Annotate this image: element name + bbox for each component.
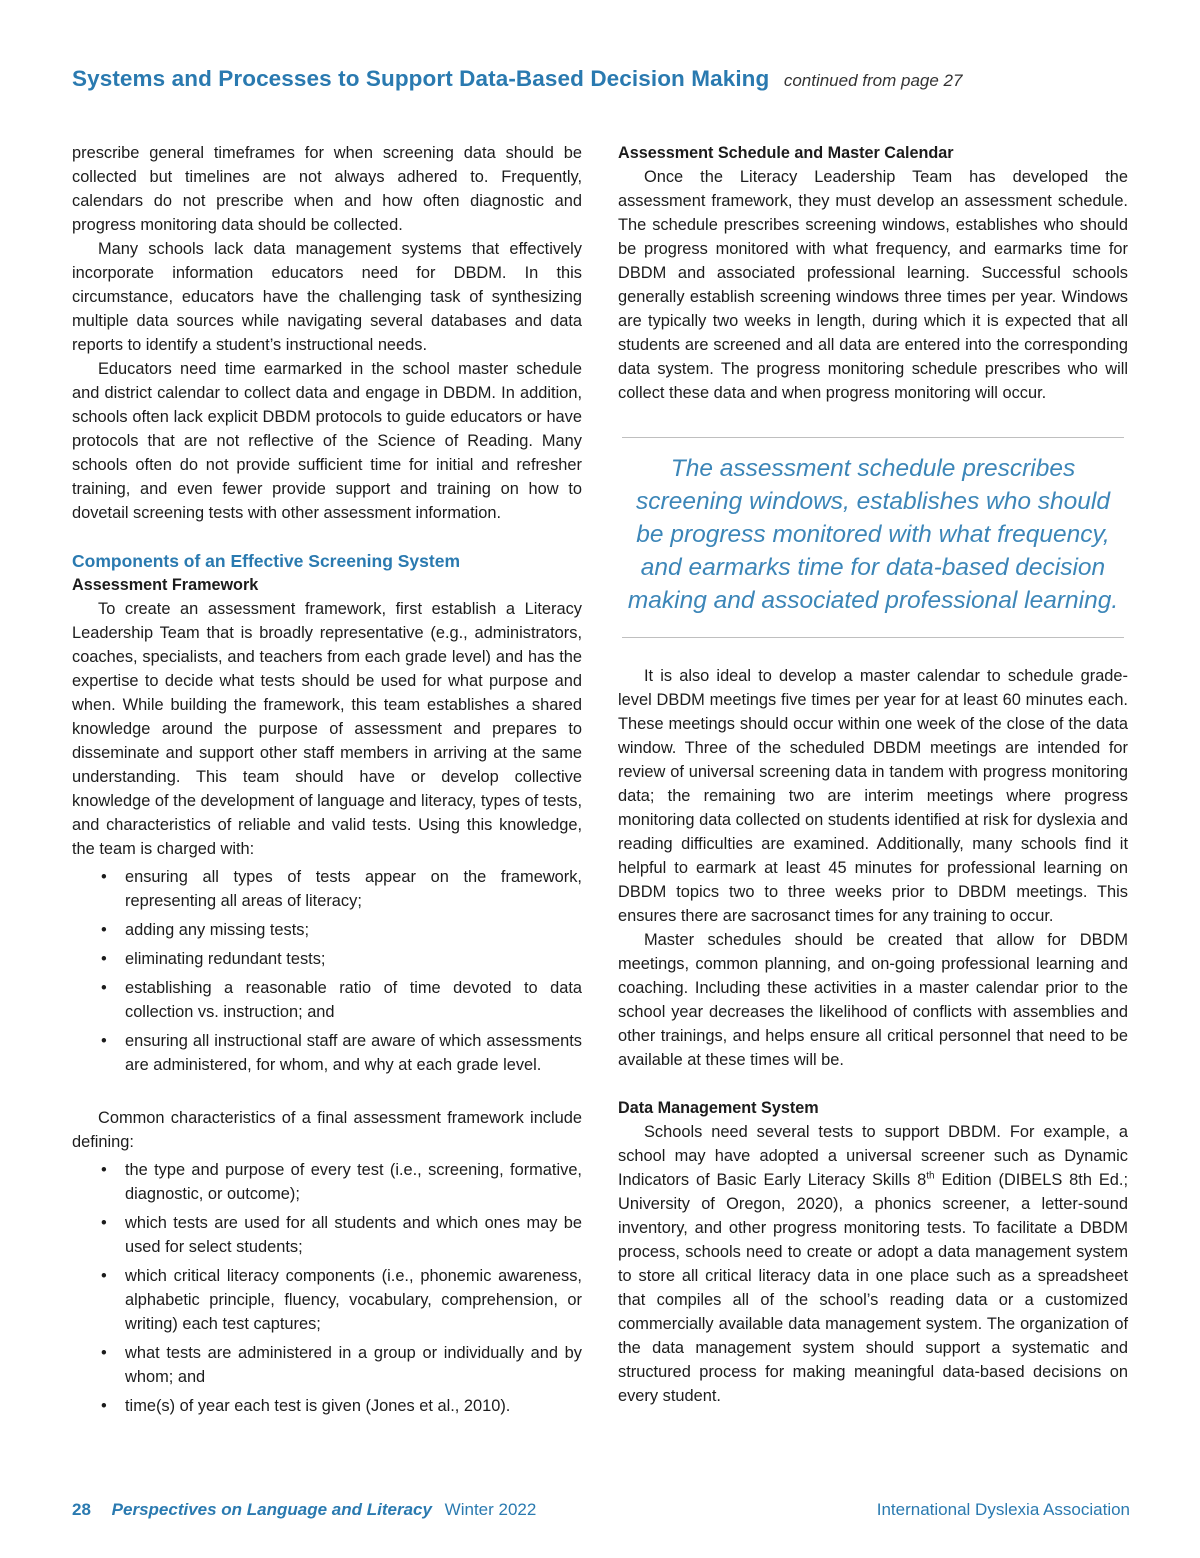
page-header <box>72 66 1132 92</box>
bullet-icon: • <box>101 979 107 997</box>
organization-name: International Dyslexia Association <box>876 1500 1130 1519</box>
list-item: • establishing a reasonable ratio of time devoted to data collection vs. instruction; and <box>72 976 582 1024</box>
page-footer <box>72 1500 1130 1520</box>
bullet-icon: • <box>101 1344 107 1362</box>
sub-heading: Assessment Schedule and Master Calendar <box>618 144 954 162</box>
issue-date: Winter 2022 <box>444 1500 537 1519</box>
list-item: • eliminating redundant tests; <box>72 947 582 971</box>
bullet-icon: • <box>101 868 107 886</box>
pull-quote-text: The assessment schedule prescribes screening windows, establishes who should be progress monitored with what frequency, and earmarks time for data-based decision making and associated professional learning. <box>627 455 1119 614</box>
list-item: • which critical literacy components (i.e., phonemic awareness, alphabetic principle, fluency, vocabulary, comprehension, or writing) each test captures; <box>72 1264 582 1336</box>
bullet-icon: • <box>101 1161 107 1179</box>
list-item: • what tests are administered in a group or individually and by whom; and <box>72 1341 582 1389</box>
sub-heading: Data Management System <box>618 1099 819 1117</box>
paragraph: prescribe general timeframes for when screening data should be collected but timelines are not always adhered to. Frequently, calendars do not prescribe when and how often diagnostic and progress monitoring data should be collected. <box>72 144 582 234</box>
list-item: • adding any missing tests; <box>72 918 582 942</box>
section-heading: Components of an Effective Screening System <box>72 551 461 571</box>
pull-quote <box>622 437 1124 638</box>
bullet-icon: • <box>101 1267 107 1285</box>
list-item: • ensuring all types of tests appear on the framework, representing all areas of literacy; <box>72 865 582 913</box>
paragraph: Once the Literacy Leadership Team has developed the assessment framework, they must develop an assessment schedule. The schedule prescribes screening windows, establishes who should be progress monitored with what frequency, and earmarks time for DBDM and associated professional learning. Successful schools generally establish screening windows three times per year. Windows are typically two weeks in length, during which it is expected that all students are screened and all data are entered into the corresponding data system. The progress monitoring schedule prescribes who will collect these data and when progress monitoring will occur. <box>618 168 1128 402</box>
bullet-icon: • <box>101 1032 107 1050</box>
bullet-icon: • <box>101 1397 107 1415</box>
right-column <box>618 141 1128 1408</box>
left-column <box>72 141 582 1423</box>
publication-name: Perspectives on Language and Literacy <box>111 1500 432 1519</box>
page-number: 28 <box>72 1500 91 1519</box>
bullet-list <box>72 865 582 1077</box>
paragraph: Educators need time earmarked in the school master schedule and district calendar to collect data and engage in DBDM. In addition, schools often lack explicit DBDM protocols to guide educators or have protocols that are not reflective of the Science of Reading. Many schools often do not provide sufficient time for initial and refresher training, and even fewer provide support and training on how to dovetail screening tests with other assessment information. <box>72 360 582 522</box>
paragraph: Master schedules should be created that allow for DBDM meetings, common planning, and on-going professional learning and coaching. Including these activities in a master calendar prior to the school year decreases the likelihood of conflicts with assemblies and other trainings, and helps ensure all critical personnel that need to be available at these times will be. <box>618 931 1128 1069</box>
list-item: • ensuring all instructional staff are aware of which assessments are administered, for whom, and why at each grade level. <box>72 1029 582 1077</box>
bullet-icon: • <box>101 921 107 939</box>
bullet-list <box>72 1158 582 1418</box>
paragraph: Schools need several tests to support DBDM. For example, a school may have adopted a universal screener such as Dynamic Indicators of Basic Early Literacy Skills 8th Edition (DIBELS 8th Ed.; University of Oregon, 2020), a phonics screener, a letter-sound inventory, and other progress monitoring tests. To facilitate a DBDM process, schools need to create or adopt a data management system to store all critical literacy data in one place such as a spreadsheet that compiles all of the school’s reading data or a customized commercially available data management system. The organization of the data management system should support a systematic and structured process for making meaningful data-based decisions on every student. <box>618 1123 1128 1405</box>
bullet-icon: • <box>101 950 107 968</box>
paragraph: Common characteristics of a final assessment framework include defining: <box>72 1109 582 1151</box>
sub-heading: Assessment Framework <box>72 576 259 594</box>
continued-note: continued from page 27 <box>783 71 963 90</box>
list-item: • time(s) of year each test is given (Jones et al., 2010). <box>72 1394 582 1418</box>
bullet-icon: • <box>101 1214 107 1232</box>
list-item: • which tests are used for all students and which ones may be used for select students; <box>72 1211 582 1259</box>
paragraph: To create an assessment framework, first establish a Literacy Leadership Team that is broadly representative (e.g., administrators, coaches, specialists, and teachers from each grade level) and has the expertise to decide what tests should be used for what purpose and when. While building the framework, this team establishes a shared knowledge around the purpose of assessment and prepares to disseminate and support other staff members in arriving at the same understanding. This team should have or develop collective knowledge of the development of language and literacy, types of tests, and characteristics of reliable and valid tests. Using this knowledge, the team is charged with: <box>72 600 582 858</box>
paragraph: Many schools lack data management systems that effectively incorporate information educators need for DBDM. In this circumstance, educators have the challenging task of synthesizing multiple data sources while navigating several databases and data reports to identify a student’s instructional needs. <box>72 240 582 354</box>
article-title: Systems and Processes to Support Data-Based Decision Making <box>72 66 770 91</box>
list-item: • the type and purpose of every test (i.e., screening, formative, diagnostic, or outcome); <box>72 1158 582 1206</box>
paragraph: It is also ideal to develop a master calendar to schedule grade-level DBDM meetings five times per year for at least 60 minutes each. These meetings should occur within one week of the close of the data window. Three of the scheduled DBDM meetings are intended for review of universal screening data in tandem with progress monitoring data; the remaining two are interim meetings where progress monitoring data collected on students identified at risk for dyslexia and reading difficulties are examined. Additionally, many schools find it helpful to earmark at least 45 minutes for professional learning on DBDM topics two to three weeks prior to DBDM meetings. This ensures there are sacrosanct times for any training to occur. <box>618 667 1128 925</box>
